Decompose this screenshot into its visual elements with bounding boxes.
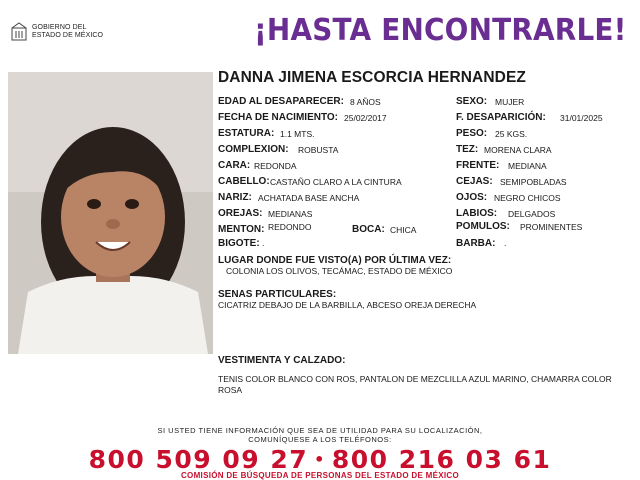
phone-numbers: [0, 445, 640, 474]
value-cejas: SEMIPOBLADAS: [500, 177, 567, 187]
label-frente: FRENTE:: [456, 160, 500, 171]
value-nariz: ACHATADA BASE ANCHA: [258, 193, 360, 203]
contact-note-line2: COMUNÍQUESE A LOS TELÉFONOS:: [248, 435, 392, 444]
contact-note-line1: SI USTED TIENE INFORMACIÓN QUE SEA DE UTILIDAD PARA SU LOCALIZACIÓN,: [157, 426, 483, 435]
label-nariz: NARIZ:: [218, 192, 252, 203]
value-menton: REDONDO: [268, 222, 312, 232]
label-barba: BARBA:: [456, 238, 496, 249]
gov-line1: GOBIERNO DEL: [32, 24, 87, 31]
label-vestimenta: VESTIMENTA Y CALZADO:: [218, 355, 346, 366]
label-tez: TEZ:: [456, 144, 479, 155]
value-frente: MEDIANA: [508, 161, 547, 171]
phone-separator: •: [314, 450, 326, 469]
government-logo: [10, 22, 120, 44]
value-estatura: 1.1 MTS.: [280, 129, 315, 139]
label-sexo: SEXO:: [456, 96, 488, 107]
label-senas: SENAS PARTICULARES:: [218, 289, 337, 300]
label-peso: PESO:: [456, 128, 488, 139]
label-complexion: COMPLEXION:: [218, 144, 289, 155]
contact-note: [0, 426, 640, 444]
person-name: DANNA JIMENA ESCORCIA HERNANDEZ: [218, 69, 526, 86]
label-pomulos: POMULOS:: [456, 221, 510, 232]
value-tez: MORENA CLARA: [484, 145, 552, 155]
commission-name: COMISIÓN DE BÚSQUEDA DE PERSONAS DEL ESTADO DE MÉXICO: [180, 471, 459, 480]
value-cabello: CASTAÑO CLARO A LA CINTURA: [270, 177, 402, 187]
label-estatura: ESTATURA:: [218, 128, 275, 139]
value-bigote: .: [262, 238, 265, 248]
value-orejas: MEDIANAS: [268, 209, 313, 219]
label-nacimiento: FECHA DE NACIMIENTO:: [218, 112, 338, 123]
label-menton: MENTON:: [218, 224, 265, 235]
value-desaparicion: 31/01/2025: [560, 113, 603, 123]
value-edad: 8 AÑOS: [350, 97, 381, 107]
label-boca: BOCA:: [352, 224, 385, 235]
value-peso: 25 KGS.: [495, 129, 528, 139]
headline: ¡HASTA ENCONTRARLE!: [254, 13, 627, 48]
value-pomulos: PROMINENTES: [520, 222, 583, 232]
portrait-illustration: [8, 72, 213, 354]
value-nacimiento: 25/02/2017: [344, 113, 387, 123]
label-desaparicion: F. DESAPARICIÓN:: [456, 112, 546, 123]
label-edad: EDAD AL DESAPARECER:: [218, 96, 344, 107]
label-cabello: CABELLO:: [218, 176, 270, 187]
value-senas: CICATRIZ DEBAJO DE LA BARBILLA, ABCESO OREJA DERECHA: [218, 300, 477, 310]
value-sexo: MUJER: [495, 97, 525, 107]
label-cara: CARA:: [218, 160, 251, 171]
label-ojos: OJOS:: [456, 192, 488, 203]
value-labios: DELGADOS: [508, 209, 556, 219]
label-cejas: CEJAS:: [456, 176, 493, 187]
value-cara: REDONDA: [254, 161, 297, 171]
value-complexion: ROBUSTA: [298, 145, 339, 155]
label-orejas: OREJAS:: [218, 208, 263, 219]
missing-person-photo: [8, 72, 213, 354]
value-barba: .: [504, 238, 507, 248]
label-lugar: LUGAR DONDE FUE VISTO(A) POR ÚLTIMA VEZ:: [218, 255, 452, 266]
label-labios: LABIOS:: [456, 208, 498, 219]
phone-1[interactable]: 800 509 09 27: [88, 445, 309, 474]
state-seal-icon: [10, 22, 28, 42]
gov-line2: ESTADO DE MÉXICO: [32, 32, 104, 39]
value-lugar: COLONIA LOS OLIVOS, TECÁMAC, ESTADO DE MÉXICO: [226, 266, 453, 276]
label-bigote: BIGOTE:: [218, 238, 260, 249]
value-boca: CHICA: [390, 225, 417, 235]
value-ojos: NEGRO CHICOS: [494, 193, 561, 203]
value-vestimenta: TENIS COLOR BLANCO CON ROS, PANTALON DE MEZCLILLA AZUL MARINO, CHAMARRA COLOR ROSA: [218, 374, 612, 395]
phone-2[interactable]: 800 216 03 61: [331, 445, 552, 474]
government-name: [32, 24, 103, 40]
